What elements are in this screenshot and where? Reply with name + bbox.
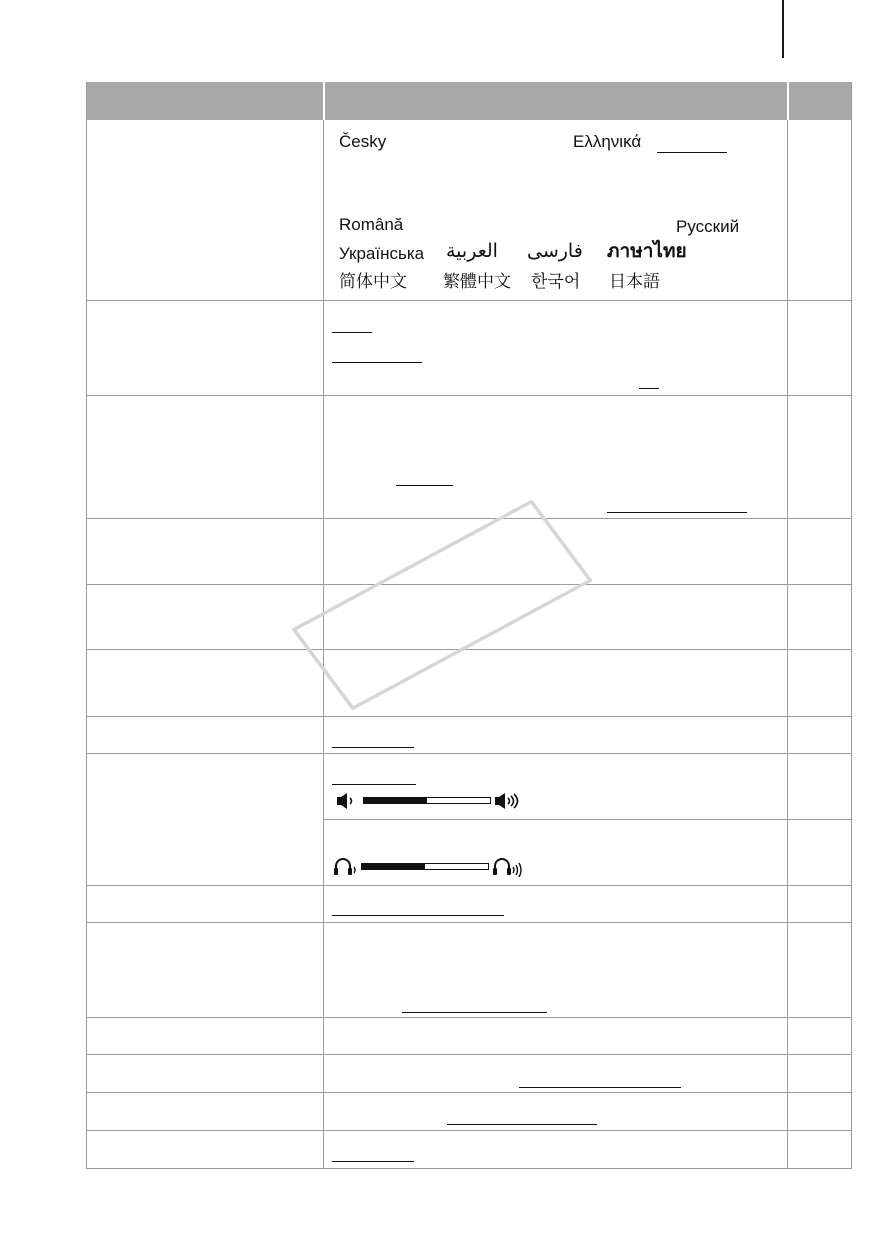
table-header — [87, 82, 851, 120]
row-divider — [87, 716, 851, 717]
underline-mark — [332, 747, 414, 748]
language-option: Ελληνικά — [573, 132, 642, 151]
underline-mark — [639, 388, 659, 389]
underline-mark — [657, 152, 727, 153]
language-option: 简体中文 — [339, 272, 407, 291]
speaker-high-icon — [494, 793, 522, 809]
row-divider — [87, 1054, 851, 1055]
headphone-volume-fill — [362, 864, 425, 869]
column-divider — [787, 120, 788, 1168]
underline-mark — [396, 485, 453, 486]
copy-watermark-stamp — [292, 500, 592, 710]
row-divider — [87, 395, 851, 396]
row-divider — [87, 1130, 851, 1131]
headphone-volume-bar[interactable] — [361, 863, 489, 870]
underline-mark — [332, 784, 416, 785]
language-option: ภาษาไทย — [607, 241, 687, 262]
row-divider — [323, 819, 851, 820]
speaker-low-icon — [336, 793, 358, 809]
language-option: Română — [339, 215, 404, 234]
header-divider — [787, 82, 789, 120]
underline-mark — [332, 362, 422, 363]
row-divider — [87, 300, 851, 301]
underline-mark — [332, 332, 372, 333]
underline-mark — [332, 1161, 414, 1162]
language-option: Česky — [339, 132, 387, 151]
speaker-volume-bar[interactable] — [363, 797, 491, 804]
page-edge-rule — [782, 0, 784, 58]
underline-mark — [519, 1087, 681, 1088]
language-option: 한국어 — [531, 272, 581, 291]
header-divider — [323, 82, 325, 120]
underline-mark — [447, 1124, 597, 1125]
row-divider — [87, 922, 851, 923]
row-divider — [87, 1017, 851, 1018]
underline-mark — [607, 512, 747, 513]
speaker-volume-fill — [364, 798, 427, 803]
language-option: 日本語 — [609, 272, 660, 291]
language-option: فارسی — [527, 241, 583, 262]
language-option: Русский — [676, 217, 740, 236]
row-divider — [87, 753, 851, 754]
language-option: العربية — [446, 241, 498, 262]
headphone-high-icon — [492, 857, 524, 877]
headphone-low-icon — [333, 857, 359, 877]
underline-mark — [402, 1012, 547, 1013]
language-option: 繁體中文 — [443, 272, 511, 291]
underline-mark — [332, 915, 504, 916]
row-divider — [87, 885, 851, 886]
row-divider — [87, 1092, 851, 1093]
language-option: Українська — [339, 244, 425, 263]
